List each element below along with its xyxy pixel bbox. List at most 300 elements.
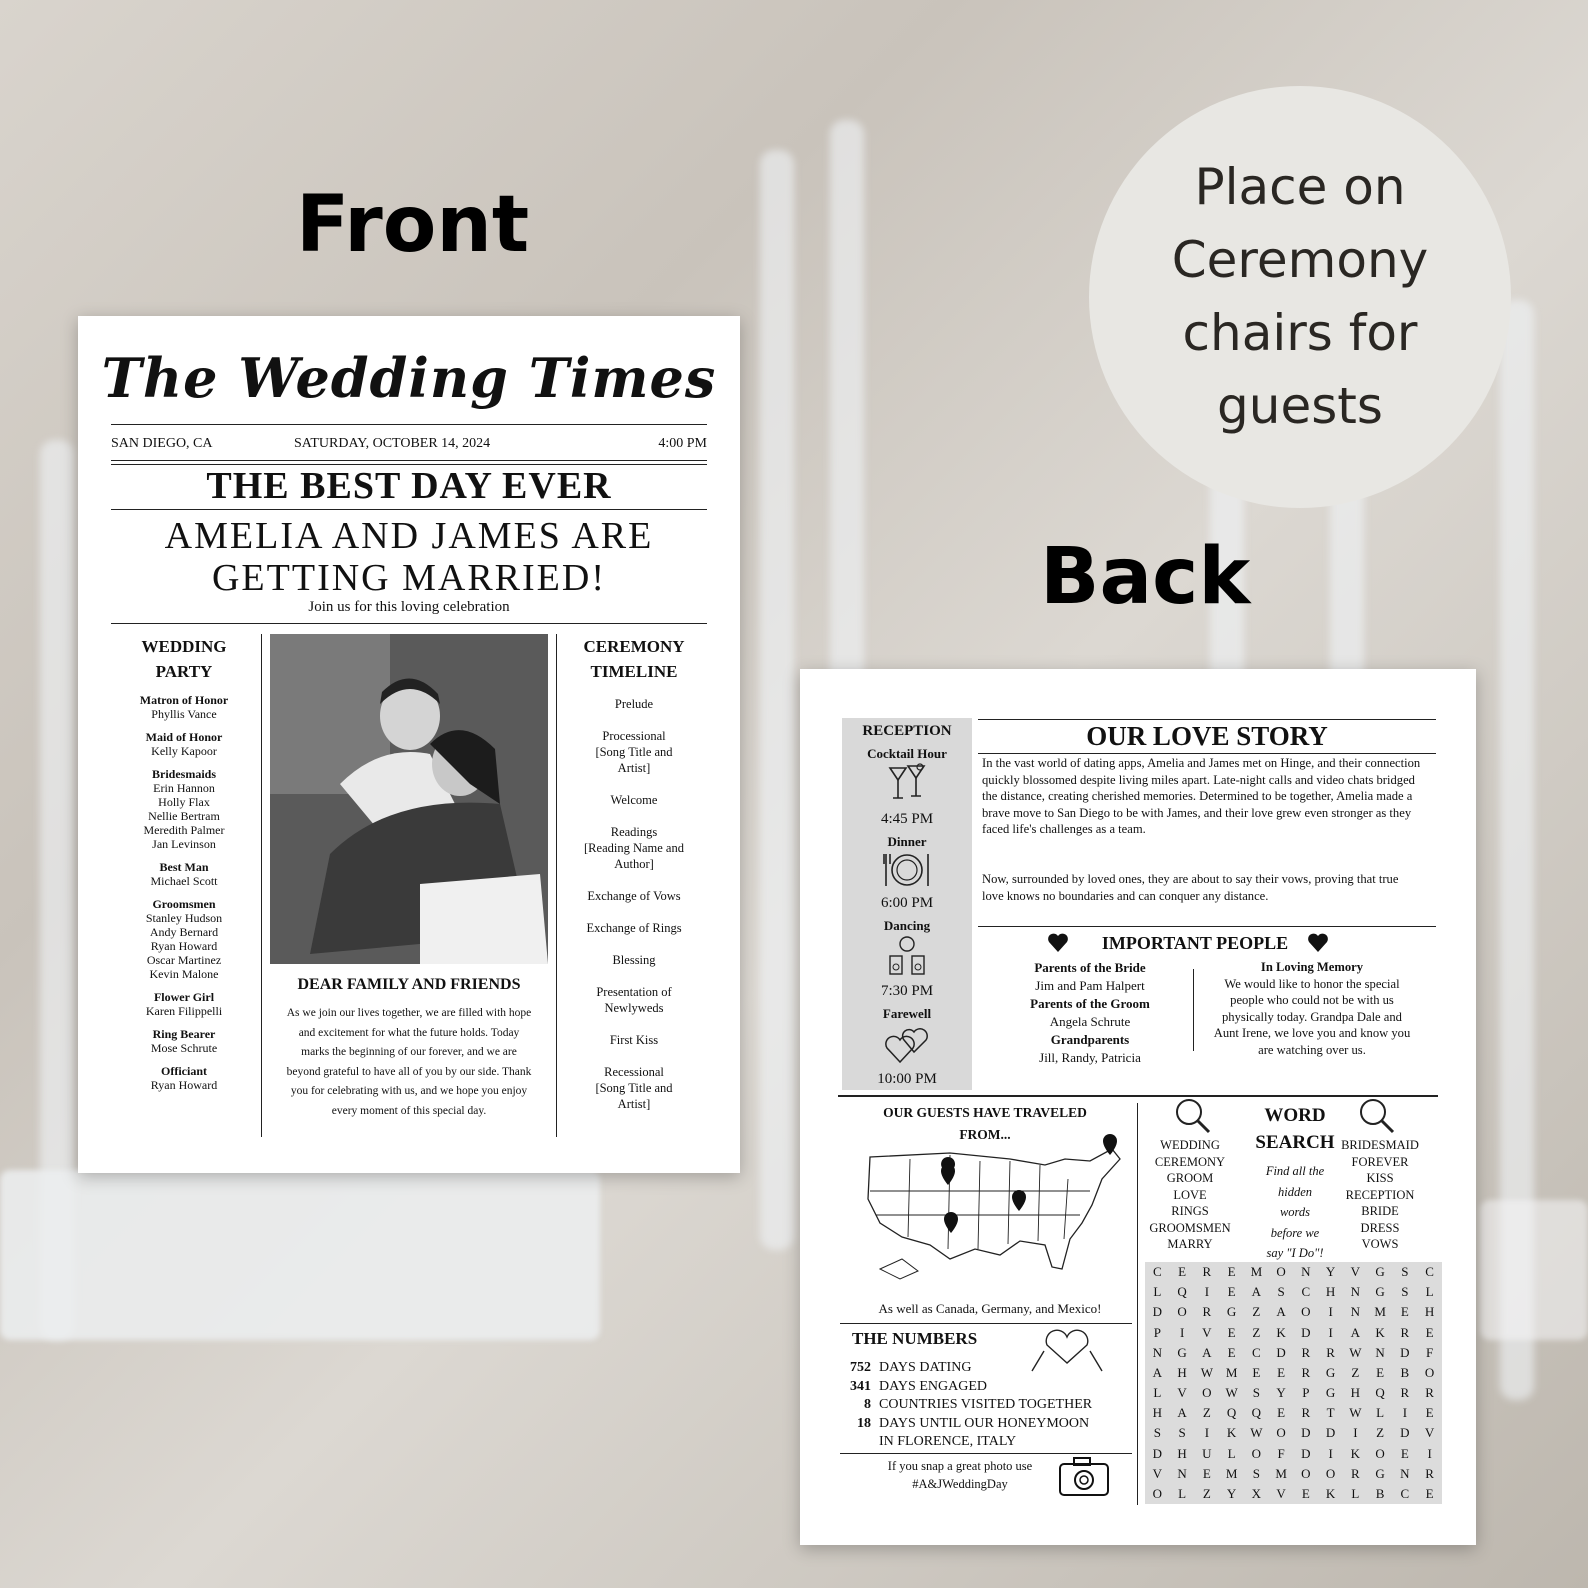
timeline-item (562, 1032, 706, 1048)
divider (978, 926, 1436, 927)
wordsearch-letter: C (1425, 1264, 1434, 1280)
wordsearch-letter: S (1153, 1425, 1161, 1441)
wordsearch-letter: E (1277, 1405, 1286, 1421)
wordsearch-word: RINGS (1171, 1204, 1209, 1218)
wordsearch-instruction-line: before we (1270, 1225, 1320, 1240)
wordsearch-letter: R (1425, 1385, 1434, 1401)
wordsearch-title-line-2: SEARCH (1255, 1132, 1335, 1153)
wordsearch-letter: A (1251, 1284, 1262, 1300)
wordsearch-letter: H (1152, 1405, 1163, 1421)
wordsearch-letter: D (1301, 1425, 1311, 1441)
wordsearch-word: WEDDING (1160, 1138, 1220, 1152)
wordsearch-word: FOREVER (1351, 1154, 1409, 1169)
wordsearch-letter: M (1275, 1465, 1287, 1481)
wordsearch-letter: E (1252, 1364, 1261, 1380)
wordsearch-letter: K (1325, 1485, 1336, 1501)
wedding-party-list (111, 693, 257, 1092)
love-story-paragraph-1: In the vast world of dating apps, Amelia and James met on Hinge, and their connection quickly blossomed despite living miles apart. Late-night calls and video chats bridged the distance, creating cherished memories. Determined to be together, Amelia made a brave move to San Diego to be with James, and their love grew even stronger as they faced life's challenges as a team. (982, 756, 1421, 836)
divider (978, 719, 1436, 720)
wordsearch-letter: E (1400, 1445, 1409, 1461)
wordsearch-letter: A (1350, 1324, 1361, 1340)
map-pin-icon (944, 1212, 958, 1233)
wordsearch-letter: A (1152, 1364, 1163, 1380)
location: SAN DIEGO, CA (111, 436, 213, 451)
wordsearch-letter: R (1301, 1344, 1311, 1360)
party-name: Holly Flax (158, 795, 210, 809)
love-story-title: OUR LOVE STORY (1086, 721, 1328, 751)
timeline-item-line: Prelude (614, 697, 654, 711)
wordsearch-letter: R (1400, 1324, 1410, 1340)
wordsearch-letter: I (1204, 1284, 1210, 1300)
wordsearch-letter: Y (1325, 1264, 1336, 1280)
numbers-list (845, 1359, 1135, 1452)
wordsearch-letter: E (1178, 1264, 1187, 1280)
wordsearch-letter: Y (1226, 1485, 1237, 1501)
couple-photo-illustration (270, 634, 548, 964)
party-role: Bridesmaids (151, 767, 216, 781)
wordsearch-word: BRIDESMAID (1341, 1138, 1419, 1152)
wordsearch-letter: N (1375, 1344, 1385, 1360)
wordsearch-letter: C (1400, 1485, 1410, 1501)
wordsearch-letter: C (1301, 1284, 1311, 1300)
magnifier-icon (1172, 1097, 1212, 1142)
party-name: Mose Schrute (150, 1041, 218, 1055)
magnifier-icon (1356, 1097, 1396, 1142)
wordsearch-letter: S (1252, 1465, 1260, 1481)
timeline-item-line: First Kiss (609, 1033, 659, 1047)
wordsearch-letter: I (1328, 1324, 1333, 1340)
reception-event (842, 746, 972, 828)
heart-icon (1046, 931, 1070, 960)
wordsearch-letter: I (1328, 1445, 1333, 1461)
timeline-item-line: Recessional (604, 1065, 664, 1079)
wordsearch-letter: O (1325, 1465, 1336, 1481)
wedding-party-title-line-2: PARTY (155, 662, 213, 681)
numbers-value: 752 (850, 1360, 871, 1375)
wordsearch-letter: E (1376, 1364, 1385, 1380)
wordsearch-words-left (1140, 1137, 1240, 1253)
letter-title: DEAR FAMILY AND FRIENDS (297, 976, 521, 993)
wordsearch-letter: Z (1202, 1485, 1211, 1501)
timeline-item-line: Readings (610, 825, 658, 839)
wordsearch-letter: E (1425, 1485, 1434, 1501)
wordsearch-letter: I (1402, 1405, 1408, 1421)
wordsearch-letter: I (1179, 1324, 1185, 1340)
timeline-item (562, 728, 706, 776)
timeline-item-line: [Song Title and (595, 1081, 673, 1095)
wordsearch-letter: K (1276, 1324, 1286, 1340)
wordsearch-letter: K (1226, 1425, 1237, 1441)
wordsearch-letter: B (1400, 1364, 1410, 1380)
wordsearch-letter: O (1276, 1425, 1286, 1441)
reception-list (842, 746, 972, 1088)
wordsearch-grid (1145, 1262, 1442, 1504)
wordsearch-letter: R (1326, 1344, 1335, 1360)
wordsearch-letter: I (1427, 1445, 1432, 1461)
wordsearch-letter: N (1177, 1465, 1187, 1481)
timeline-item (562, 792, 706, 808)
wordsearch-letter: L (1351, 1485, 1360, 1501)
numbers-value: 18 (857, 1415, 871, 1431)
time: 4:00 PM (658, 436, 707, 451)
wordsearch-letter: S (1277, 1284, 1285, 1300)
reception-event-name: Dinner (887, 834, 927, 849)
wordsearch-letter: A (1177, 1405, 1187, 1421)
wordsearch-letter: W (1250, 1425, 1263, 1441)
placement-badge-text: Place on Ceremony chairs for guests (1171, 158, 1429, 435)
couple-photo (270, 634, 548, 964)
wordsearch-letter: R (1425, 1465, 1434, 1481)
wordsearch-letter: R (1301, 1405, 1311, 1421)
wordsearch-letter: E (1227, 1324, 1236, 1340)
party-name: Ryan Howard (150, 1078, 218, 1092)
groom-parents-label: Parents of the Groom (1030, 996, 1150, 1011)
wordsearch-letter: A (1276, 1304, 1286, 1320)
divider (838, 1095, 1438, 1097)
wordsearch-word: VOWS (1361, 1237, 1399, 1251)
wordsearch-letter: L (1227, 1445, 1236, 1461)
timeline-item-line: Exchange of Vows (587, 889, 681, 903)
divider (840, 1453, 1132, 1454)
wordsearch-letter: C (1153, 1264, 1162, 1280)
wordsearch-letter: G (1375, 1465, 1385, 1481)
map-pin-icon (941, 1157, 955, 1185)
wordsearch-letter: H (1350, 1385, 1361, 1401)
wordsearch-letter: S (1401, 1284, 1409, 1300)
wordsearch-letter: U (1202, 1445, 1212, 1461)
travel-title-line-1: OUR GUESTS HAVE TRAVELED (883, 1105, 1087, 1120)
divider (978, 753, 1436, 754)
timeline-item (562, 984, 706, 1016)
wordsearch-letter: R (1400, 1385, 1410, 1401)
party-name: Andy Bernard (149, 925, 219, 939)
timeline-item-line: Processional (602, 729, 666, 743)
wordsearch-letter: T (1326, 1405, 1335, 1421)
wordsearch-letter: D (1152, 1445, 1163, 1461)
column-divider (556, 634, 557, 1137)
wordsearch-title-line-1: WORD (1264, 1105, 1326, 1126)
timeline-item (562, 1064, 706, 1112)
background-chair-seat (0, 1170, 600, 1340)
reception-event (842, 834, 972, 912)
front-label: Front (296, 180, 530, 270)
wordsearch-letter: O (1375, 1445, 1385, 1461)
wordsearch-letter: E (1277, 1364, 1286, 1380)
hearts-icon (842, 1022, 972, 1071)
wordsearch-letter: F (1277, 1445, 1285, 1461)
timeline-item-line: Artist] (617, 761, 651, 775)
wordsearch-letter: O (1251, 1445, 1262, 1461)
timeline-item (562, 824, 706, 872)
timeline-item-line: Exchange of Rings (586, 921, 682, 935)
wordsearch-letter: M (1225, 1364, 1238, 1380)
travel-title-line-2: FROM... (959, 1127, 1011, 1142)
reception-event-time: 10:00 PM (877, 1071, 937, 1087)
numbers-row (845, 1359, 1135, 1378)
numbers-label: DAYS UNTIL OUR HONEYMOON (879, 1415, 1090, 1431)
front-page (78, 316, 740, 1173)
bride-parents-label: Parents of the Bride (1034, 960, 1146, 975)
wordsearch-letter: D (1400, 1425, 1410, 1441)
wordsearch-letter: K (1375, 1324, 1385, 1340)
wordsearch-letter: W (1349, 1344, 1362, 1360)
party-name: Ryan Howard (150, 939, 218, 953)
wordsearch-letter: E (1301, 1485, 1310, 1501)
wordsearch-word: RECEPTION (1345, 1187, 1415, 1202)
important-people-title: IMPORTANT PEOPLE (1101, 933, 1289, 953)
reception-event-time: 6:00 PM (880, 895, 934, 911)
timeline-title-line-1: CEREMONY (583, 637, 685, 656)
map-pin-icon (1012, 1190, 1026, 1211)
wordsearch-letter: D (1276, 1344, 1286, 1360)
family-list (990, 959, 1190, 1067)
wordsearch-letter: R (1351, 1465, 1360, 1481)
wordsearch-letter: G (1226, 1304, 1237, 1320)
grandparents-label: Grandparents (1050, 1032, 1130, 1047)
party-role: Officiant (161, 1064, 207, 1078)
background-chair-post (760, 150, 794, 1250)
wordsearch-letter: W (1349, 1405, 1362, 1421)
wordsearch-letter: L (1153, 1284, 1162, 1300)
wordsearch-letter: N (1301, 1264, 1311, 1280)
party-name: Nellie Bertram (148, 809, 220, 823)
headline: THE BEST DAY EVER (206, 465, 612, 507)
timeline-title-line-2: TIMELINE (590, 662, 678, 681)
reception-event-name: Dancing (883, 918, 931, 933)
wordsearch-letter: K (1350, 1445, 1361, 1461)
wordsearch-letter: R (1202, 1264, 1212, 1280)
wordsearch-letter: F (1426, 1344, 1434, 1360)
wordsearch-letter: L (1153, 1385, 1162, 1401)
party-name: Michael Scott (150, 874, 218, 888)
timeline-list (562, 696, 706, 1112)
reception-panel (842, 718, 972, 1090)
wordsearch-letter: H (1177, 1445, 1187, 1461)
wordsearch-letter: Z (1202, 1405, 1211, 1421)
wordsearch-letter: O (1152, 1485, 1163, 1501)
back-label: Back (1040, 532, 1251, 622)
wordsearch-letter: E (1425, 1324, 1434, 1340)
party-name: Karen Filippelli (145, 1004, 223, 1018)
divider (111, 623, 707, 624)
wordsearch-letter: O (1301, 1465, 1311, 1481)
wordsearch-letter: H (1424, 1304, 1435, 1320)
numbers-value (845, 1433, 871, 1452)
reception-event (842, 1006, 972, 1088)
letter-body: As we join our lives together, we are filled with hope and excitement for what the future holds. Today marks the beginning of our forever, and we are beyond grateful to have all of you by our side. Thank you for celebrating with us, and we hope you enjoy every moment of this special day. (286, 1007, 532, 1117)
memory-label: In Loving Memory (1260, 960, 1364, 974)
wordsearch-letter: P (1153, 1324, 1161, 1340)
wordsearch-letter: Z (1376, 1425, 1385, 1441)
date: SATURDAY, OCTOBER 14, 2024 (294, 436, 491, 451)
wordsearch-word: GROOM (1166, 1171, 1214, 1185)
camera-icon (1058, 1455, 1110, 1502)
party-name: Kevin Malone (149, 967, 219, 981)
wordsearch-instruction-line: hidden (1277, 1184, 1313, 1199)
wordsearch-letter: V (1177, 1385, 1187, 1401)
wordsearch-letter: D (1400, 1344, 1410, 1360)
party-name: Oscar Martinez (146, 953, 222, 967)
memory-text: We would like to honor the special people who could not be with us physically today. Grandpa Dale and Aunt Irene, we love you and know you are watching over us. (1213, 976, 1411, 1057)
party-name: Erin Hannon (153, 781, 215, 795)
wordsearch-letter: I (1328, 1304, 1333, 1320)
party-name: Phyllis Vance (151, 707, 217, 721)
wordsearch-letter: R (1202, 1304, 1212, 1320)
party-name: Kelly Kapoor (151, 744, 217, 758)
numbers-label: DAYS ENGAGED (879, 1378, 987, 1394)
party-role: Best Man (159, 860, 209, 874)
wordsearch-letter: D (1301, 1324, 1311, 1340)
wordsearch-letter: O (1202, 1385, 1212, 1401)
numbers-label: COUNTRIES VISITED TOGETHER (879, 1397, 1093, 1412)
back-page (800, 669, 1476, 1545)
wordsearch-letter: V (1350, 1264, 1361, 1280)
wordsearch-letter: P (1302, 1385, 1310, 1401)
photo-prompt-line-1: If you snap a great photo use (887, 1459, 1033, 1473)
wordsearch-letter: R (1301, 1364, 1311, 1380)
reception-title: RECEPTION (862, 723, 952, 739)
wordsearch-letter: Q (1375, 1385, 1385, 1401)
wordsearch-letter: Z (1351, 1364, 1360, 1380)
wordsearch-letter: A (1202, 1344, 1212, 1360)
wordsearch-letter: N (1400, 1465, 1410, 1481)
wordsearch-letter: I (1353, 1425, 1358, 1441)
background-chair-seat (1480, 1200, 1588, 1340)
wordsearch-letter: H (1177, 1364, 1187, 1380)
wordsearch-instruction-line: words (1279, 1205, 1311, 1219)
hashtag: #A&JWeddingDay (912, 1477, 1008, 1491)
wordsearch-letter: N (1350, 1284, 1361, 1300)
masthead: The Wedding Times (101, 346, 717, 410)
wordsearch-letter: O (1276, 1264, 1286, 1280)
party-role: Maid of Honor (145, 730, 223, 744)
wordsearch-letter: G (1375, 1264, 1385, 1280)
wordsearch-letter: E (1425, 1405, 1434, 1421)
wordsearch-letter: M (1225, 1465, 1238, 1481)
wordsearch-letter: M (1374, 1304, 1386, 1320)
wordsearch-letter: N (1152, 1344, 1163, 1360)
column-divider (1193, 969, 1194, 1051)
numbers-value: 8 (864, 1397, 871, 1412)
wordsearch-word: LOVE (1173, 1187, 1207, 1202)
numbers-row (845, 1378, 1135, 1397)
wordsearch-instruction-line: Find all the (1265, 1164, 1325, 1178)
timeline-item-line: [Song Title and (595, 745, 673, 759)
wordsearch-letter: L (1376, 1405, 1385, 1421)
numbers-title: THE NUMBERS (852, 1329, 978, 1348)
wordsearch-word: DRESS (1360, 1220, 1400, 1235)
wedding-party-column (111, 634, 257, 1092)
wordsearch-letter: G (1375, 1284, 1385, 1300)
wordsearch-letter: Q (1177, 1284, 1187, 1300)
wordsearch-letter: B (1375, 1485, 1385, 1501)
wordsearch-letter: D (1301, 1445, 1311, 1461)
timeline-item-line: Newlyweds (604, 1001, 664, 1015)
timeline-item (562, 888, 706, 904)
wordsearch-letter: E (1227, 1264, 1236, 1280)
numbers-row (845, 1433, 1135, 1452)
wordsearch-letter: E (1227, 1344, 1236, 1360)
grandparents: Jill, Randy, Patricia (1039, 1050, 1141, 1065)
wordsearch-letter: C (1252, 1344, 1261, 1360)
memory-block (1212, 959, 1412, 1058)
wordsearch-letter: O (1177, 1304, 1187, 1320)
wordsearch-letter: S (1178, 1425, 1186, 1441)
reception-event-time: 7:30 PM (880, 983, 934, 999)
party-name: Jan Levinson (152, 837, 216, 851)
wordsearch-letter: Z (1252, 1324, 1261, 1340)
wordsearch-letter: V (1424, 1425, 1435, 1441)
wordsearch-word: CEREMONY (1154, 1154, 1226, 1169)
timeline-item (562, 952, 706, 968)
wordsearch-letter: G (1177, 1344, 1187, 1360)
timeline-item-line: Artist] (617, 1097, 651, 1111)
numbers-label: DAYS DATING (879, 1360, 972, 1375)
wordsearch-letter: O (1301, 1304, 1311, 1320)
numbers-label: IN FLORENCE, ITALY (879, 1434, 1017, 1449)
wordsearch-letter: W (1200, 1364, 1214, 1380)
wordsearch-letter: S (1401, 1264, 1409, 1280)
timeline-item-line: Blessing (612, 953, 656, 967)
reception-event-name: Cocktail Hour (867, 746, 947, 761)
wordsearch-word: KISS (1366, 1171, 1394, 1185)
party-name: Stanley Hudson (145, 911, 223, 925)
wordsearch-instruction-line: say "I Do"! (1266, 1246, 1324, 1260)
wordsearch-letter: E (1400, 1304, 1409, 1320)
wordsearch-word: BRIDE (1361, 1204, 1399, 1218)
divider (111, 509, 707, 510)
reception-event (842, 918, 972, 1000)
numbers-row (845, 1415, 1135, 1434)
wordsearch-word: GROOMSMEN (1149, 1220, 1231, 1235)
wordsearch-letter: V (1202, 1324, 1212, 1340)
wordsearch-letter: I (1204, 1425, 1210, 1441)
wordsearch-letter: V (1152, 1465, 1163, 1481)
party-role: Ring Bearer (152, 1027, 216, 1041)
wordsearch-letter: O (1424, 1364, 1435, 1380)
numbers-value: 341 (850, 1378, 871, 1394)
wordsearch-letter: L (1425, 1284, 1434, 1300)
wordsearch-letter: D (1325, 1425, 1336, 1441)
tagline: Join us for this loving celebration (308, 599, 510, 615)
timeline-item-line: Presentation of (596, 985, 672, 999)
plate-icon (842, 850, 972, 895)
party-name: Meredith Palmer (143, 823, 225, 837)
wedding-party-title-line-1: WEDDING (141, 637, 227, 656)
wordsearch-letter: L (1178, 1485, 1187, 1501)
wordsearch-letter: X (1251, 1485, 1262, 1501)
wordsearch-letter: G (1325, 1385, 1336, 1401)
numbers-row (845, 1396, 1135, 1415)
divider (111, 424, 707, 425)
wordsearch-letter: E (1202, 1465, 1211, 1481)
ceremony-timeline-column (562, 634, 706, 1128)
reception-event-name: Farewell (882, 1006, 932, 1021)
timeline-item-line: Welcome (610, 793, 658, 807)
wordsearch-letter: H (1325, 1284, 1336, 1300)
groom-parents: Angela Schrute (1049, 1014, 1131, 1029)
wordsearch-letter: S (1252, 1385, 1260, 1401)
wordsearch-letter: Y (1276, 1385, 1286, 1401)
wordsearch-letter: Q (1251, 1405, 1262, 1421)
bride-parents: Jim and Pam Halpert (1035, 978, 1145, 993)
timeline-item (562, 696, 706, 712)
subhead-line-1: AMELIA AND JAMES ARE (164, 515, 654, 557)
usa-map (840, 1119, 1140, 1294)
reception-event-time: 4:45 PM (880, 811, 934, 827)
wordsearch-letter: N (1350, 1304, 1361, 1320)
placement-badge (1089, 86, 1511, 508)
